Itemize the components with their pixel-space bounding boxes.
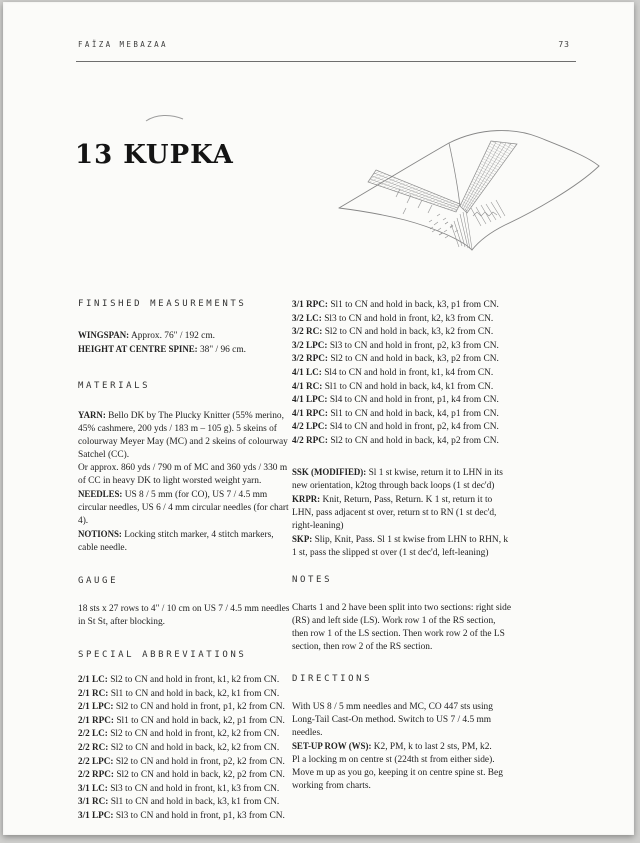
materials-paragraph: NEEDLES: US 8 / 5 mm (for CO), US 7 / 4.5 mm circular needles, US 6 / 4 mm circular needles (for chart 4). xyxy=(78,489,289,526)
abbreviation-line: 2/1 RPC: Sl1 to CN and hold in back, k2, p1 from CN. xyxy=(78,714,285,726)
heading-finished-measurements: FINISHED MEASUREMENTS xyxy=(78,299,247,309)
abbreviation-line: 3/1 LC: Sl3 to CN and hold in front, k1, k3 from CN. xyxy=(78,782,280,794)
abbreviation-line: 4/1 RPC: Sl1 to CN and hold in back, k4, p1 from CN. xyxy=(292,407,499,419)
heading-directions: DIRECTIONS xyxy=(292,673,373,684)
abbreviation-line: 3/1 RPC: Sl1 to CN and hold in back, k3, p1 from CN. xyxy=(292,299,499,310)
abbreviation-line: 2/1 LC: Sl2 to CN and hold in front, k1, k2 from CN. xyxy=(78,674,280,685)
definition-paragraph: KRPR: Knit, Return, Pass, Return. K 1 st, return it to LHN, pass adjacent st over, return st to RN (1 st dec'd, right-leaning) xyxy=(292,493,497,531)
materials-paragraph: Or approx. 860 yds / 790 m of MC and 360 yds / 330 m of CC in heavy DK to light worsted weight yarn. xyxy=(78,463,288,486)
abbreviation-line: 3/2 LC: Sl3 to CN and hold in front, k2, k3 from CN. xyxy=(292,312,494,324)
texture-right-patch xyxy=(471,200,505,226)
abbreviation-line: 2/2 RPC: Sl2 to CN and hold in back, k2, p2 from CN. xyxy=(78,769,285,781)
abbreviation-line: 3/2 RPC: Sl2 to CN and hold in back, k3, p2 from CN. xyxy=(292,353,499,365)
page-number: 73 xyxy=(558,40,570,49)
page xyxy=(3,2,634,835)
abbreviation-line: 3/1 RC: Sl1 to CN and hold in back, k3, k1 from CN. xyxy=(78,796,280,808)
abbreviation-line: 2/1 RC: Sl1 to CN and hold in back, k2, k1 from CN. xyxy=(78,687,280,699)
abbreviation-definitions xyxy=(292,466,512,560)
heading-special-abbreviations: SPECIAL ABBREVIATIONS xyxy=(78,650,247,660)
abbreviation-line: 4/1 LC: Sl4 to CN and hold in front, k1, k4 from CN. xyxy=(292,366,494,378)
abbreviation-line: 2/2 LPC: Sl2 to CN and hold in front, p2, k2 from CN. xyxy=(78,755,285,767)
definition-paragraph: SKP: Slip, Knit, Pass. Sl 1 st kwise from LHN to RHN, k 1 st, pass the slipped st over (1 st dec'd, left-leaning) xyxy=(292,533,509,558)
heading-notes: NOTES xyxy=(292,574,333,585)
cable-band-right xyxy=(460,141,517,213)
abbreviation-line: 3/2 LPC: Sl3 to CN and hold in front, p2, k3 from CN. xyxy=(292,339,499,351)
measurement-line: HEIGHT AT CENTRE SPINE: 38" / 96 cm. xyxy=(78,344,246,355)
running-header-author: FAÏZA MEBAZAA xyxy=(78,40,168,49)
notes-text: Charts 1 and 2 have been split into two sections: right side (RS) and left side (LS). Work row 1 of the RS section, then row 1 of the LS section. Then work row 2 of the LS section, then row 2 of the RS section. xyxy=(292,602,511,652)
left-column xyxy=(78,299,292,823)
abbreviation-line: 3/2 RC: Sl2 to CN and hold in back, k3, k2 from CN. xyxy=(292,326,494,338)
texture-spine-fan xyxy=(451,210,472,249)
right-column xyxy=(292,298,512,793)
cable-band-left xyxy=(368,170,460,212)
directions-paragraph: SET-UP ROW (WS): K2, PM, k to last 2 sts, PM, k2. xyxy=(292,740,492,752)
definition-paragraph: SSK (MODIFIED): Sl 1 st kwise, return it to LHN in its new orientation, k2tog through back loops (1 st dec'd) xyxy=(292,466,503,491)
page-title: 13 KUPKA xyxy=(75,140,234,170)
measurement-line: WINGSPAN: Approx. 76" / 192 cm. xyxy=(78,330,215,341)
heading-gauge: GAUGE xyxy=(78,576,119,586)
heading-materials: MATERIALS xyxy=(78,381,151,391)
abbreviation-line: 3/1 LPC: Sl3 to CN and hold in front, p1, k3 from CN. xyxy=(78,809,285,821)
materials-paragraph: NOTIONS: Locking stitch marker, 4 stitch markers, cable needle. xyxy=(78,529,274,553)
gauge-text: 18 sts x 27 rows to 4" / 10 cm on US 7 / 4.5 mm needles in St St, after blocking. xyxy=(78,604,290,627)
abbreviation-line: 2/1 LPC: Sl2 to CN and hold in front, p1, k2 from CN. xyxy=(78,701,285,713)
abbreviations-list-left xyxy=(78,673,292,823)
abbreviation-line: 4/1 LPC: Sl4 to CN and hold in front, p1, k4 from CN. xyxy=(292,394,499,406)
abbreviation-line: 2/2 RC: Sl2 to CN and hold in back, k2, k2 from CN. xyxy=(78,741,280,753)
abbreviation-line: 4/2 RPC: Sl2 to CN and hold in back, k4, p2 from CN. xyxy=(292,434,499,446)
abbreviation-line: 4/2 LPC: Sl4 to CN and hold in front, p2, k4 from CN. xyxy=(292,421,499,433)
header-rule xyxy=(76,61,576,62)
abbreviation-line: 2/2 LC: Sl2 to CN and hold in front, k2, k2 from CN. xyxy=(78,728,280,740)
abbreviation-line: 4/1 RC: Sl1 to CN and hold in back, k4, k1 from CN. xyxy=(292,380,494,392)
directions-paragraph: With US 8 / 5 mm needles and MC, CO 447 sts using Long-Tail Cast-On method. Switch to US 7 / 4.5 mm needles. xyxy=(292,701,493,738)
directions-paragraph: Pl a locking m on centre st (224th st from either side). Move m up as you go, keeping it on centre spine st. Beg working from charts. xyxy=(292,754,503,791)
abbreviations-list-right xyxy=(292,298,512,448)
directions-body xyxy=(292,701,512,793)
materials-paragraph: YARN: Bello DK by The Plucky Knitter (55% merino, 45% cashmere, 200 yds / 183 m – 105 g). 5 skeins of colourway Meyer May (MC) and 2 skeins of colourway Satchel (CC). xyxy=(78,410,288,460)
texture-centre xyxy=(429,214,458,238)
flourish-mark xyxy=(144,112,186,124)
shawl-illustration xyxy=(333,104,615,272)
